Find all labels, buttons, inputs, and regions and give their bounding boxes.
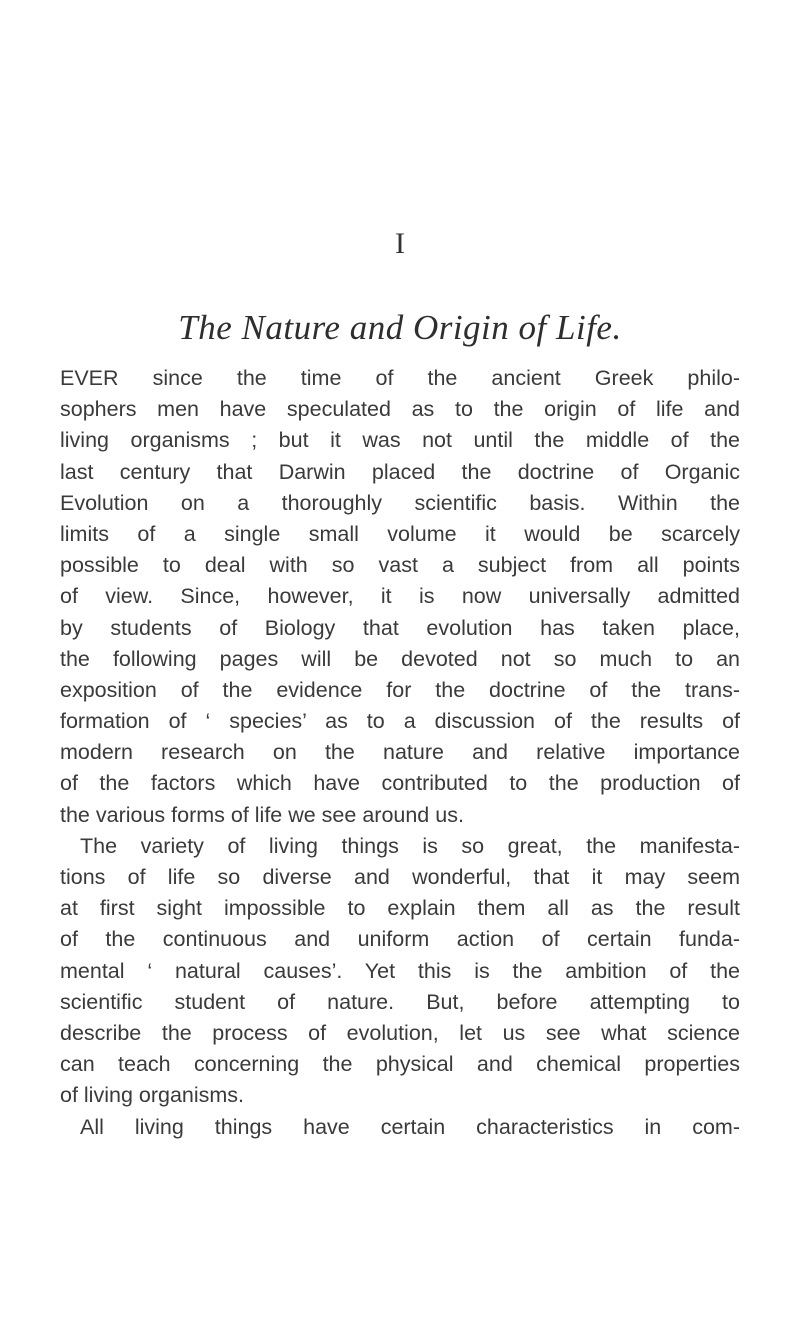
text-line: possible to deal with so vast a subject from all points	[60, 553, 740, 578]
text-line: formation of ‘ species’ as to a discussion of the results of	[60, 709, 740, 734]
text-line: Evolution on a thoroughly scientific basis. Within the	[60, 490, 740, 515]
paragraph	[60, 1112, 740, 1143]
text-line: last century that Darwin placed the doctrine of Organic	[60, 459, 740, 484]
text-line: of living organisms.	[60, 1083, 245, 1108]
chapter-number: I	[395, 227, 405, 260]
text-line: mental ‘ natural causes’. Yet this is the ambition of the	[60, 958, 740, 983]
text-line: modern research on the nature and relative importance	[60, 740, 740, 765]
text-line: scientific student of nature. But, before attempting to	[60, 989, 740, 1014]
text-line: EVER since the time of the ancient Greek philo-	[60, 366, 740, 390]
text-line: of view. Since, however, it is now universally admitted	[60, 584, 740, 609]
paragraph	[60, 831, 740, 1112]
text-line: All living things have certain characteristics in com-	[80, 1114, 740, 1139]
text-line: by students of Biology that evolution has taken place,	[60, 615, 740, 640]
text-line: describe the process of evolution, let us see what science	[60, 1020, 740, 1045]
text-line: The variety of living things is so great, the manifesta-	[80, 833, 740, 858]
paragraph	[60, 363, 740, 831]
text-line: sophers men have speculated as to the origin of life and	[60, 397, 740, 422]
text-line: at first sight impossible to explain them all as the result	[60, 896, 740, 921]
body-text	[60, 363, 740, 1143]
text-line: the following pages will be devoted not so much to an	[60, 646, 740, 671]
chapter-title: The Nature and Origin of Life.	[178, 308, 622, 347]
text-line: limits of a single small volume it would be scarcely	[60, 521, 740, 546]
text-line: of the factors which have contributed to the production of	[60, 771, 740, 796]
text-line: of the continuous and uniform action of certain funda-	[60, 927, 740, 952]
text-line: the various forms of life we see around us.	[60, 802, 464, 827]
text-line: tions of life so diverse and wonderful, that it may seem	[60, 865, 740, 889]
text-line: can teach concerning the physical and chemical properties	[60, 1052, 740, 1077]
text-line: living organisms ; but it was not until the middle of the	[60, 428, 740, 453]
text-line: exposition of the evidence for the doctrine of the trans-	[60, 677, 740, 702]
